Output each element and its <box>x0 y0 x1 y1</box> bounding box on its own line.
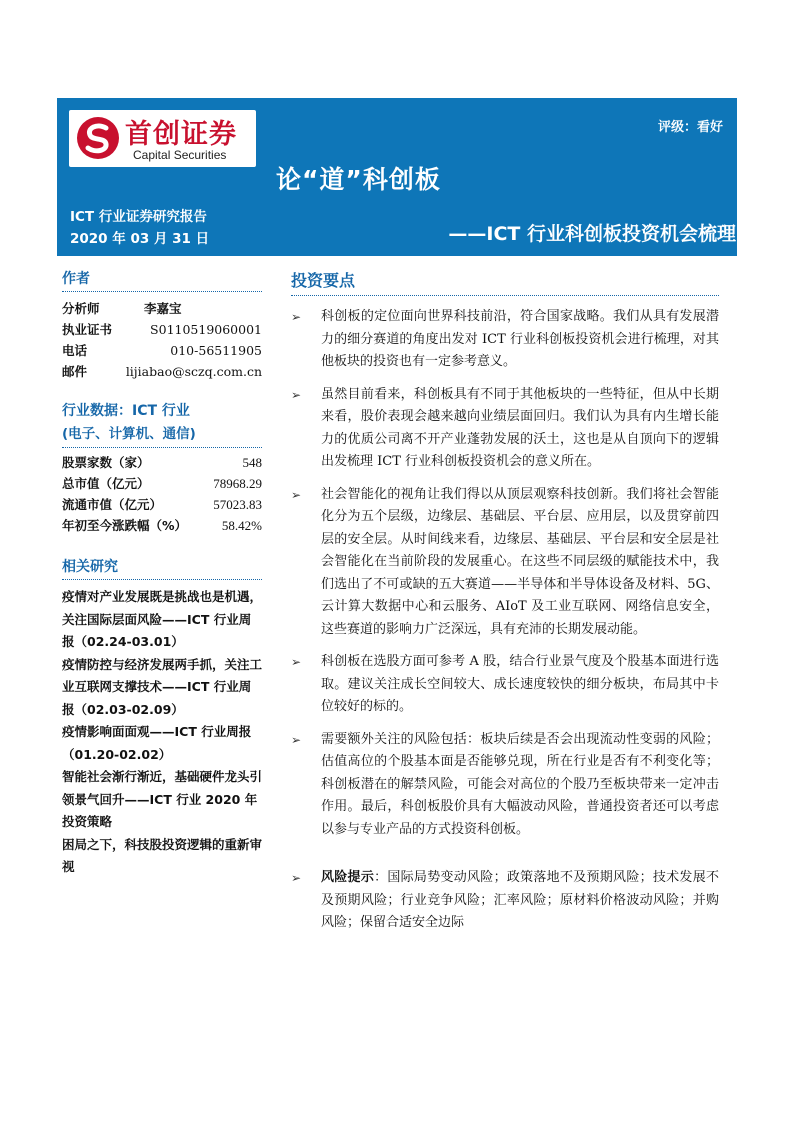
arrow-bullet-icon: ➢ <box>291 732 302 747</box>
list-item <box>291 729 719 842</box>
report-title: 论“道”科创板 <box>276 165 441 194</box>
industry-value: 78968.29 <box>213 476 262 491</box>
risk-warning <box>291 867 719 935</box>
list-item <box>291 484 719 642</box>
author-label: 邮件 <box>62 364 88 379</box>
arrow-bullet-icon: ➢ <box>291 871 302 885</box>
research-link[interactable]: 智能社会渐行渐近，基础硬件龙头引领景气回升——ICT 行业 2020 年投资策略 <box>62 769 263 829</box>
report-type: ICT 行业证券研究报告 <box>70 209 207 225</box>
industry-label: 股票家数（家） <box>62 455 150 470</box>
author-label: 分析师 <box>62 301 100 316</box>
list-item <box>291 384 719 474</box>
industry-row <box>62 515 262 536</box>
bullet-text: 虽然目前看来，科创板具有不同于其他板块的一些特征，但从中长期来看，股价表现会越来越向业绩层面回归。我们认为具有内生增长能力的优质公司离不开产业蓬勃发展的沃土，这也是从自顶向下的逻辑出发梳理 ICT 行业科创板投资机会的意义所在。 <box>321 386 719 469</box>
bullet-text: 社会智能化的视角让我们得以从顶层观察科技创新。我们将社会智能化分为五个层级，边缘层、基础层、平台层、应用层，以及贯穿前四层的安全层。从时间线来看，边缘层、基础层、平台层和安全层是社会智能化在当前阶段的发展重心。在这些不同层级的赋能技术中，我们选出了不可或缺的五大赛道——半导体和半导体设备及材料、5G、云计算大数据中心和云服务、AIoT 及工业互联网、网络信息安全，这些赛道的影响力广泛深远，具有充沛的长期发展动能。 <box>321 486 719 637</box>
highlights-title: 投资要点 <box>291 268 719 296</box>
author-row <box>62 319 262 340</box>
author-label: 电话 <box>62 343 88 358</box>
author-label: 执业证书 <box>62 322 113 337</box>
risk-label: 风险提示 <box>321 870 375 885</box>
industry-value: 548 <box>242 455 262 470</box>
related-research-section <box>62 556 262 879</box>
logo-emblem-icon <box>75 115 121 161</box>
industry-label: 总市值（亿元） <box>62 476 150 491</box>
industry-value: 57023.83 <box>213 497 262 512</box>
rating-label: 评级：看好 <box>657 120 723 135</box>
logo-chinese-name: 首创证券 <box>125 119 237 150</box>
research-link[interactable]: 困局之下，科技股投资逻辑的重新审视 <box>62 836 263 874</box>
industry-row <box>62 494 262 515</box>
logo-english-name: Capital Securities <box>133 148 227 162</box>
investment-highlights <box>291 268 719 945</box>
industry-label: 年初至今涨跌幅（%） <box>62 518 188 533</box>
author-value: 李嘉宝 <box>144 301 182 316</box>
author-row <box>62 361 262 382</box>
research-section-title: 相关研究 <box>62 556 262 580</box>
bullet-text: 科创板的定位面向世界科技前沿，符合国家战略。我们从具有发展潜力的细分赛道的角度出发对 ICT 行业科创板投资机会进行梳理，对其他板块的投资也有一定参考意义。 <box>321 309 719 369</box>
report-subtitle: ——ICT 行业科创板投资机会梳理 <box>448 223 736 245</box>
list-item <box>291 651 719 719</box>
report-date: 2020 年 03 月 31 日 <box>70 231 210 247</box>
phone-number: 010-56511905 <box>170 343 262 358</box>
author-row <box>62 298 262 319</box>
bullet-text: 需要额外关注的风险包括：板块后续是否会出现流动性变弱的风险；估值高位的个股基本面是否能够兑现，所在行业是否有不利变化等；科创板潜在的解禁风险，可能会对高位的个股乃至板块带来一定冲击作用。最后，科创板股价具有大幅波动风险，普通投资者还可以考虑以参与专业产品的方式投资科创板。 <box>321 731 719 837</box>
research-link[interactable]: 疫情防控与经济发展两手抓，关注工业互联网支撑技术——ICT 行业周报（02.03-02.09） <box>62 656 263 717</box>
bullet-text: 科创板在选股方面可参考 A 股，结合行业景气度及个股基本面进行选取。建议关注成长空间较大、成长速度较快的细分板块，布局其中卡位较好的标的。 <box>321 654 719 714</box>
research-link[interactable]: 疫情对产业发展既是挑战也是机遇，关注国际层面风险——ICT 行业周报（02.24-03.01） <box>62 589 263 649</box>
sidebar <box>62 268 262 879</box>
industry-section-title: 行业数据：ICT 行业 <box>62 403 190 419</box>
research-link[interactable]: 疫情影响面面观——ICT 行业周报（01.20-02.02） <box>62 724 252 762</box>
email-address[interactable]: lijiabao@sczq.com.cn <box>125 364 262 379</box>
risk-content: ：国际局势变动风险；政策落地不及预期风险；技术发展不及预期风险；行业竞争风险；汇率风险；原材料价格波动风险；并购风险；保留合适安全边际 <box>321 870 719 930</box>
author-row <box>62 340 262 361</box>
license-number: S0110519060001 <box>150 322 262 337</box>
company-logo <box>69 110 256 167</box>
author-section <box>62 268 262 382</box>
industry-data-section <box>62 400 262 536</box>
arrow-bullet-icon: ➢ <box>291 387 302 402</box>
author-section-title: 作者 <box>62 268 262 292</box>
industry-label: 流通市值（亿元） <box>62 497 163 512</box>
arrow-bullet-icon: ➢ <box>291 487 302 502</box>
arrow-bullet-icon: ➢ <box>291 655 302 669</box>
industry-row <box>62 473 262 494</box>
arrow-bullet-icon: ➢ <box>291 310 302 324</box>
industry-value: 58.42% <box>221 518 262 533</box>
industry-subtitle: (电子、计算机、通信) <box>62 423 262 448</box>
industry-row <box>62 452 262 473</box>
list-item <box>291 306 719 374</box>
risk-text <box>321 867 719 935</box>
